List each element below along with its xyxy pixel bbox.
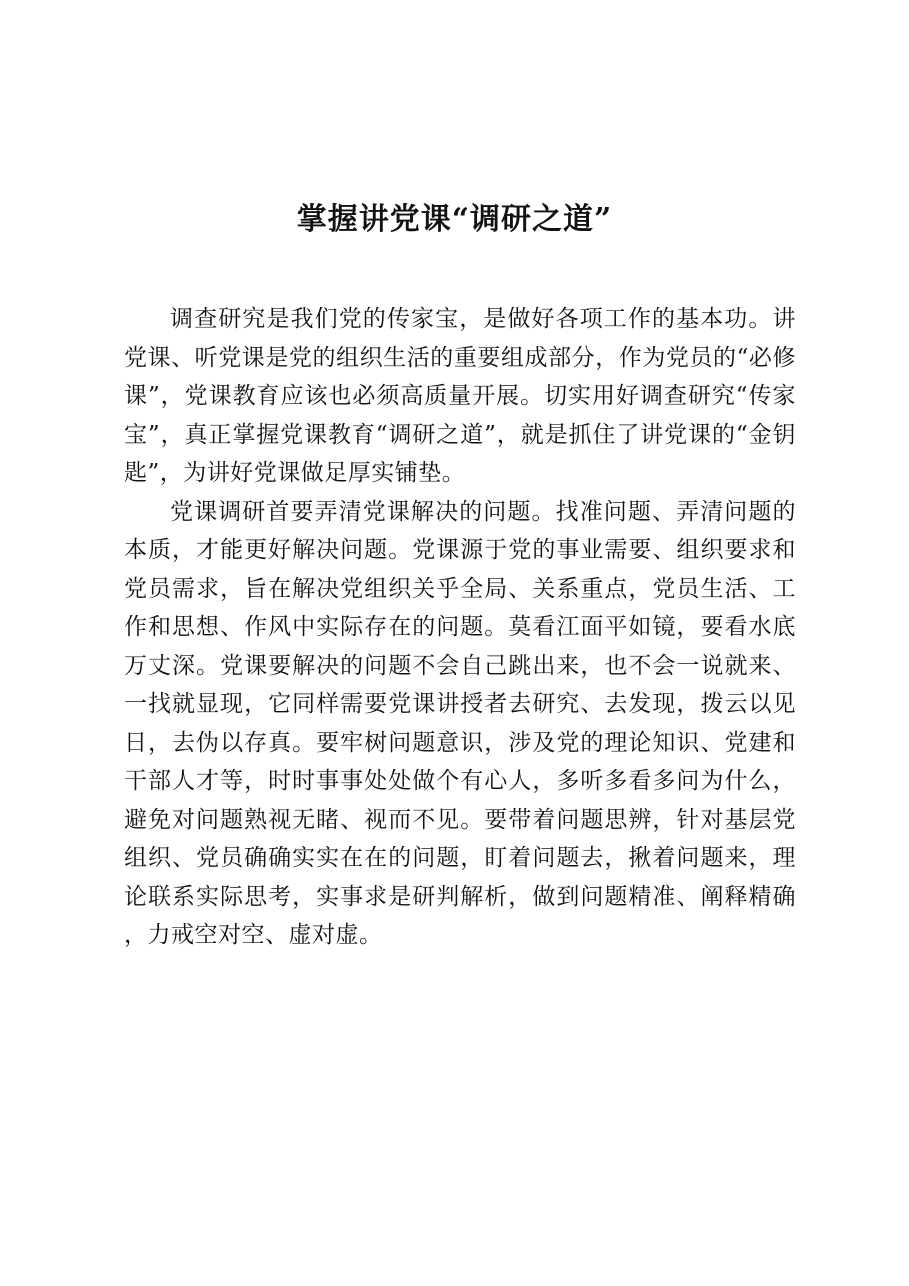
document-title: 掌握讲党课“调研之道” [296, 202, 613, 237]
paragraph-1: 调查研究是我们党的传家宝，是做好各项工作的基本功。讲党课、听党课是党的组织生活的重要组成部分，作为党员的“必修课”，党课教育应该也必须高质量开展。切实用好调查研究“传家宝”，真正掌握党课教育“调研之道”，就是抓住了讲党课的“金钥匙”，为讲好党课做足厚实铺垫。 [124, 306, 796, 486]
paragraph-2: 党课调研首要弄清党课解决的问题。找准问题、弄清问题的本质，才能更好解决问题。党课源于党的事业需要、组织要求和党员需求，旨在解决党组织关乎全局、关系重点，党员生活、工作和思想、作风中实际存在的问题。莫看江面平如镜，要看水底万丈深。党课要解决的问题不会自己跳出来，也不会一说就来、一找就显现，它同样需要党课讲授者去研究、去发现，拨云以见日，去伪以存真。要牢树问题意识，涉及党的理论知识、党建和干部人才等，时时事事处处做个有心人，多听多看多问为什么，避免对问题熟视无睹、视而不见。要带着问题思辨，针对基层党组织、党员确确实实在在的问题，盯着问题去，揪着问题来，理论联系实际思考，实事求是研判解析，做到问题精准、阐释精确，力戒空对空、虚对虚。 [124, 498, 796, 948]
document-body [124, 300, 796, 955]
